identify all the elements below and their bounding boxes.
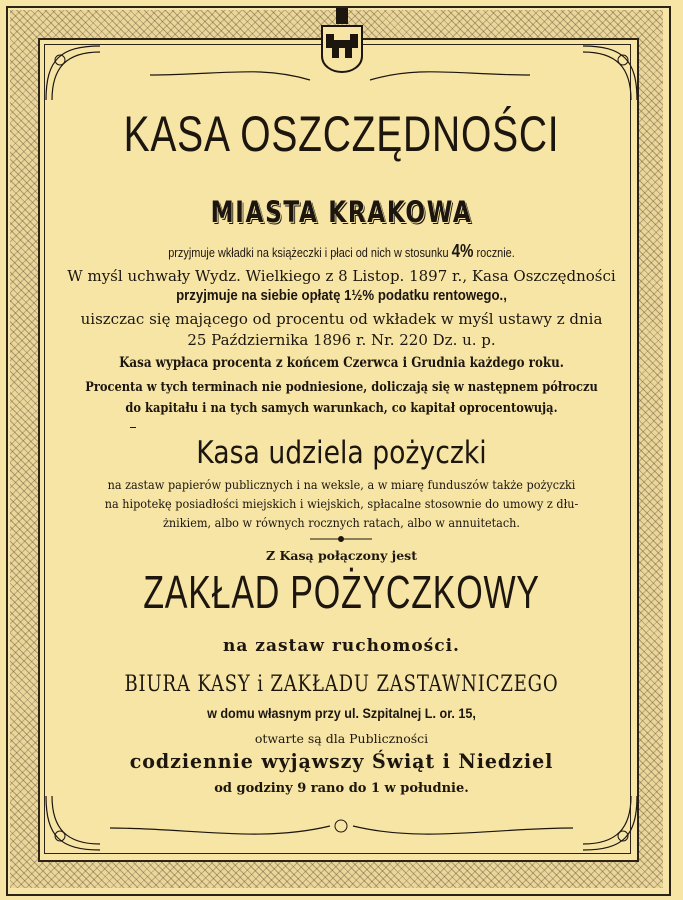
deposit-line	[92, 241, 592, 262]
subtitle: MIASTA KRAKOWA	[210, 195, 473, 229]
para3-line2: na hipotekę posiadłości miejskich i wiejskich, spłacalne stosownie do umowy z dłu-	[104, 496, 579, 511]
open-note: otwarte są dla Publiczności	[254, 731, 429, 746]
title: KASA OSZCZĘDNOŚCI	[123, 106, 560, 162]
hours-line: od godziny 9 rano do 1 w południe.	[214, 781, 469, 796]
days-line: codziennie wyjąwszy Świąt i Niedziel	[129, 749, 554, 773]
deposit-text: przyjmuje wkładki na książeczki i płaci od nich w stosunku	[168, 245, 449, 260]
offices-heading: BIURA KASY i ZAKŁADU ZASTAWNICZEGO	[124, 672, 559, 697]
para1-line3: uiszczac się mającego od procentu od wkładek w myśl ustawy z dnia	[80, 310, 603, 328]
address-line: w domu własnym przy ul. Szpitalnej L. or. 15,	[207, 705, 476, 721]
deposit-suffix: rocznie.	[476, 245, 515, 260]
para1-line4: 25 Października 1896 r. Nr. 220 Dz. u. p.	[187, 331, 496, 349]
corner-ornament-bottom-right-icon	[573, 786, 643, 856]
corner-ornament-top-left-icon	[40, 40, 110, 110]
para3-line1: na zastaw papierów publicznych i na weksle, a w miarę funduszów także pożyczki	[107, 477, 576, 492]
krakow-crest-icon	[312, 4, 372, 74]
pawn-heading: ZAKŁAD POŻYCZKOWY	[143, 566, 540, 618]
para2-line1: Kasa wypłaca procenta z końcem Czerwca i Grudnia każdego roku.	[119, 355, 564, 371]
section-divider-icon	[308, 535, 374, 543]
para1-line1: W myśl uchwały Wydz. Wielkiego z 8 Listop. 1897 r., Kasa Oszczędności	[67, 267, 616, 285]
corner-ornament-top-right-icon	[573, 40, 643, 110]
para3-line3: żnikiem, albo w równych rocznych ratach, albo w annuitetach.	[163, 515, 520, 530]
bottom-flourish-icon	[100, 808, 583, 848]
para2-line3: do kapitału i na tych samych warunkach, co kapitał oprocentowują.	[125, 401, 558, 416]
divider-mark	[130, 427, 136, 428]
para1-line2: przyjmuje na siebie opłatę 1½% podatku rentowego.,	[176, 287, 507, 304]
para2-line2: Procenta w tych terminach nie podniesione, doliczają się w następnem półroczu	[85, 380, 598, 395]
interest-rate: 4%	[451, 241, 474, 261]
pawn-subheading: na zastaw ruchomości.	[223, 636, 460, 656]
loans-heading: Kasa udziela pożyczki	[196, 435, 487, 471]
connector-text: Z Kasą połączony jest	[266, 548, 417, 563]
